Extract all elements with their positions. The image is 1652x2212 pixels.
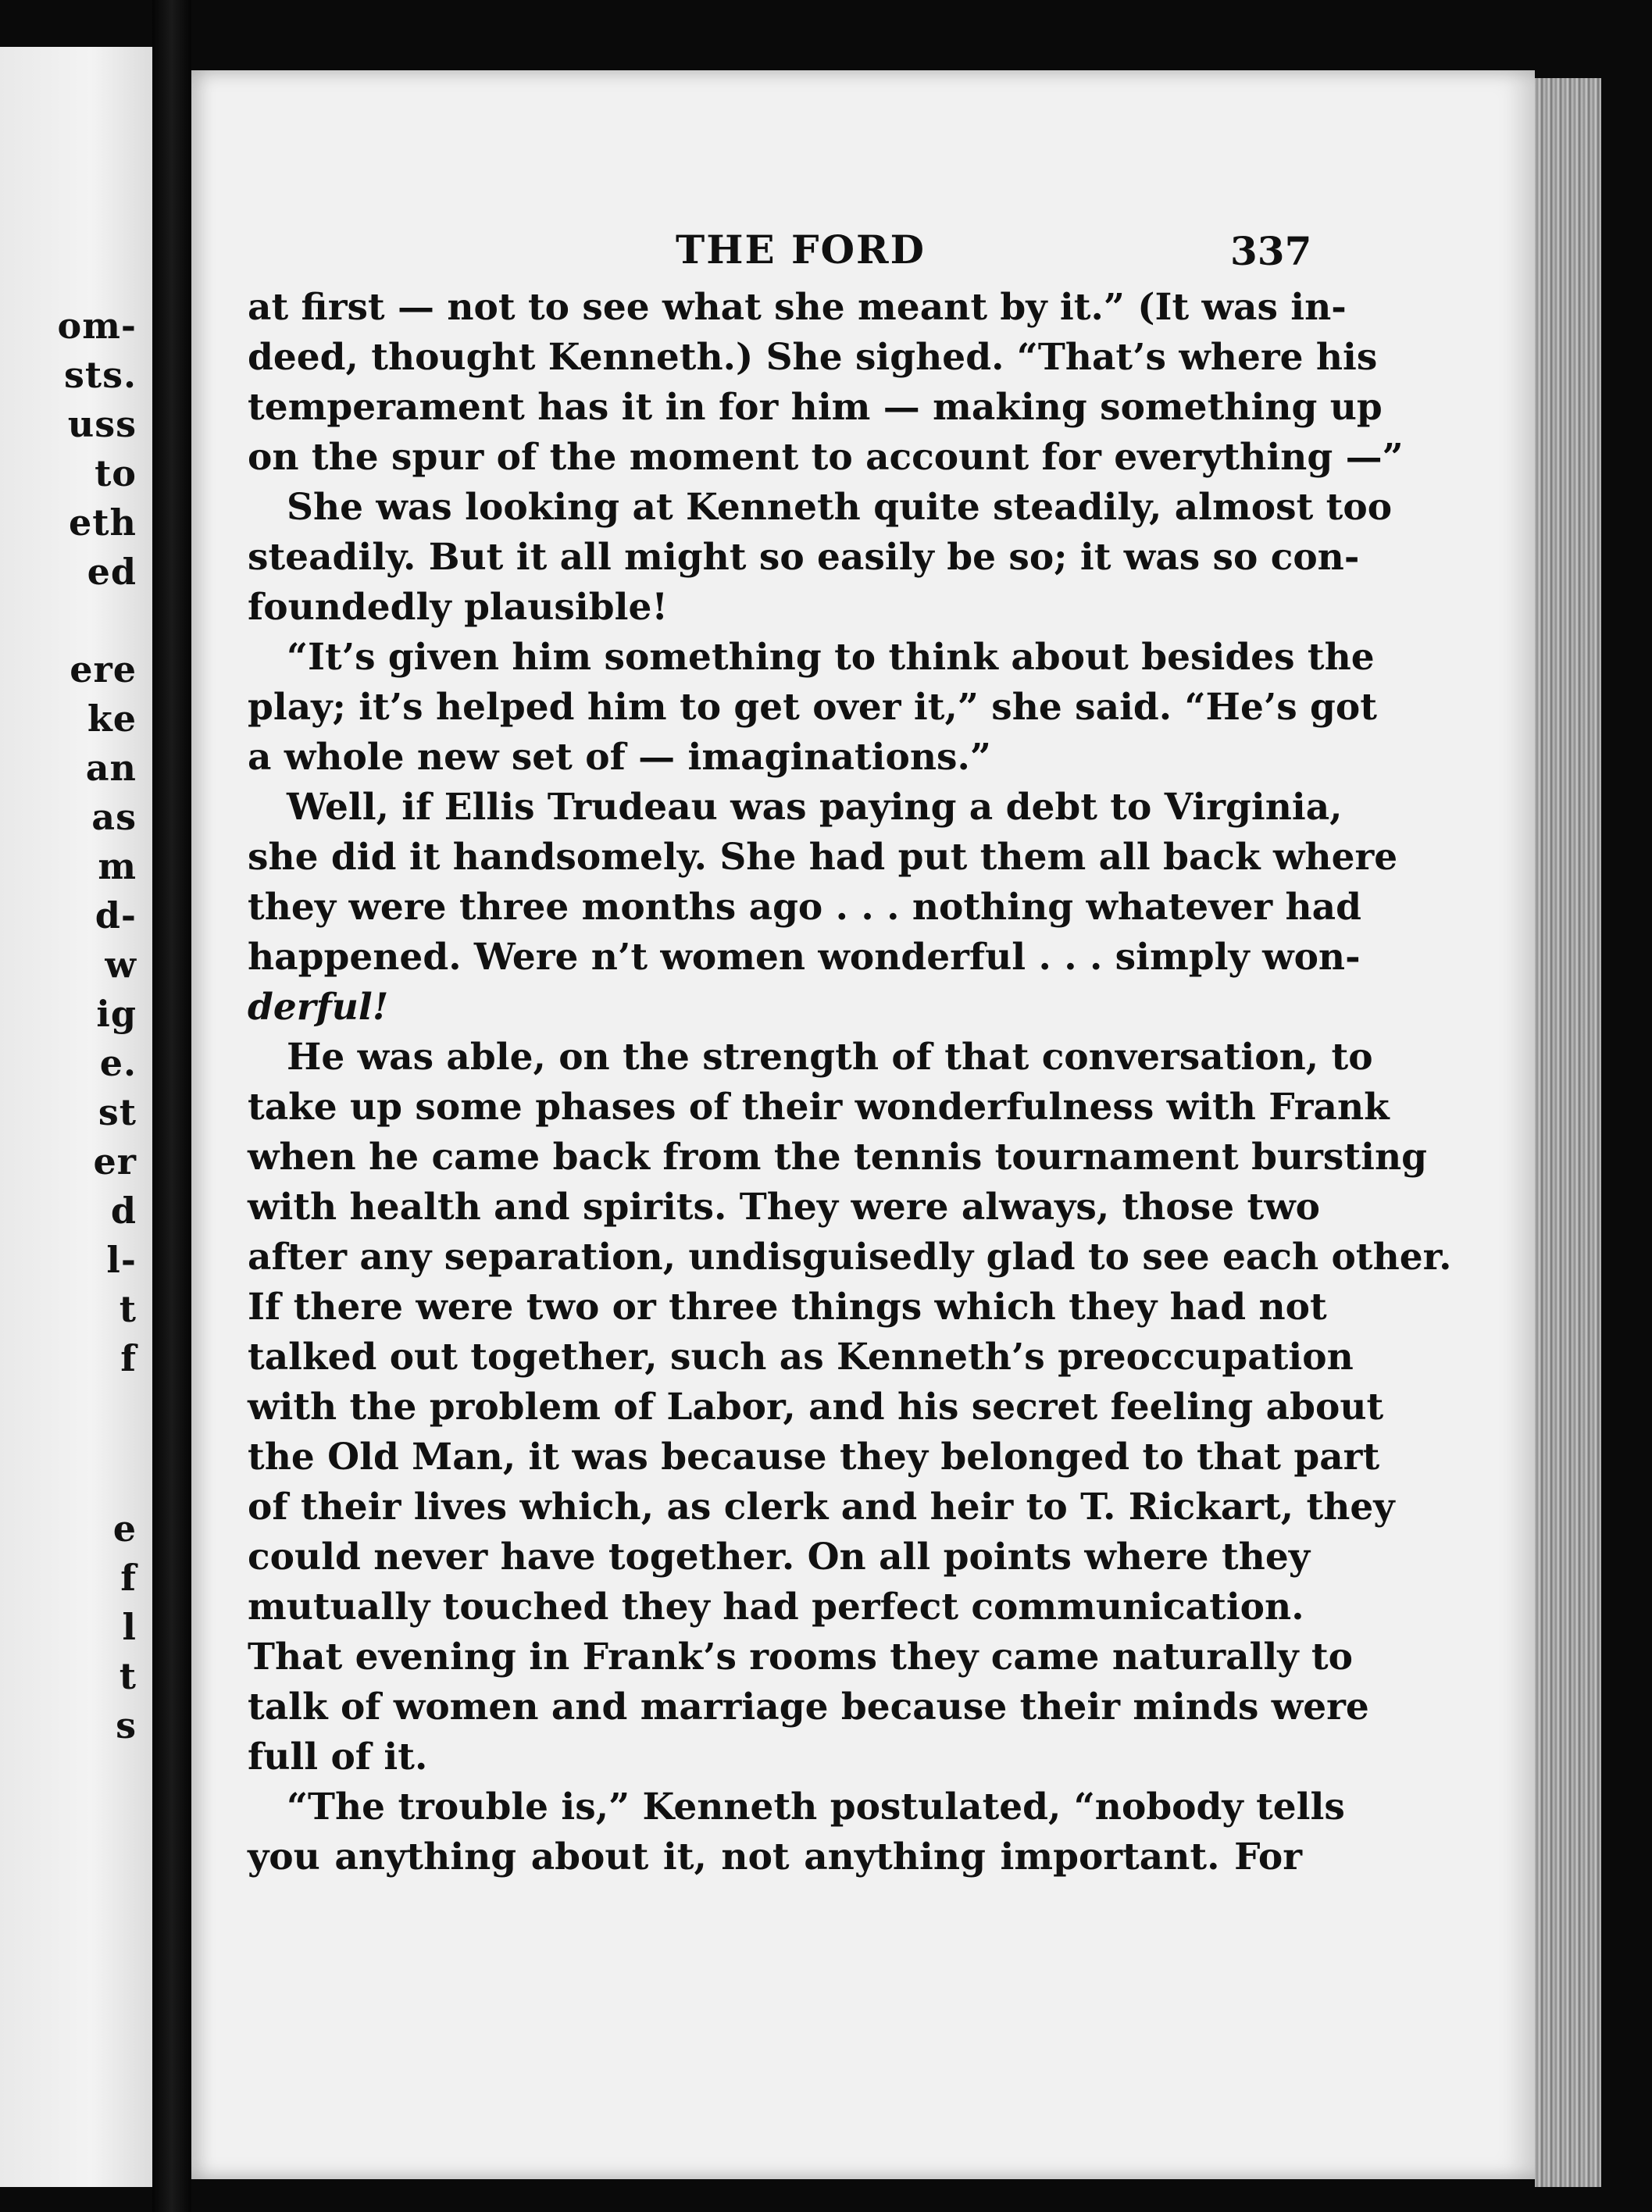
facing-page-fragment: l- <box>106 1239 137 1281</box>
text-line: with the problem of Labor, and his secret feeling about <box>248 1386 1384 1429</box>
text-line: a whole new set of — imaginations.” <box>248 736 991 779</box>
text-line: If there were two or three things which they had not <box>248 1286 1327 1329</box>
text-line: She was looking at Kenneth quite steadily, almost too <box>287 486 1393 529</box>
facing-page-fragment: st <box>98 1091 137 1133</box>
facing-page-fragment: f <box>120 1557 137 1599</box>
text-line: of their lives which, as clerk and heir to T. Rickart, they <box>248 1486 1395 1529</box>
text-line: at first — not to see what she meant by it.” (It was in- <box>248 286 1347 329</box>
facing-page-fragment: an <box>85 747 137 789</box>
text-line: full of it. <box>248 1736 428 1779</box>
facing-page-fragment: f <box>120 1337 137 1379</box>
text-line: deed, thought Kenneth.) She sighed. “That’s where his <box>248 336 1378 379</box>
running-title: THE FORD <box>676 227 926 273</box>
text-line: on the spur of the moment to account for everything —” <box>248 436 1404 479</box>
facing-page-fragment: ig <box>96 993 137 1035</box>
text-line: with health and spirits. They were always, those two <box>248 1186 1321 1229</box>
text-line: play; it’s helped him to get over it,” she said. “He’s got <box>248 686 1377 729</box>
facing-page-fragment: to <box>95 452 137 494</box>
text-line: she did it handsomely. She had put them all back where <box>248 836 1398 879</box>
facing-page-fragment: ed <box>87 551 137 593</box>
text-line: Well, if Ellis Trudeau was paying a debt to Virginia, <box>287 786 1343 829</box>
body-text <box>248 283 1452 1882</box>
facing-page-fragment: as <box>91 796 137 838</box>
facing-page-fragment: m <box>98 845 137 887</box>
facing-page <box>0 47 152 2187</box>
facing-page-fragment: w <box>105 944 137 986</box>
text-line: the Old Man, it was because they belonged to that part <box>248 1436 1380 1479</box>
facing-page-fragment: om- <box>57 305 137 347</box>
page-header <box>191 227 1535 281</box>
facing-page-fragment: ere <box>70 648 137 690</box>
book-page <box>191 70 1535 2179</box>
facing-page-fragment: eth <box>69 501 137 544</box>
facing-page-fragment: l <box>122 1606 137 1648</box>
text-line: happened. Were n’t women wonderful . . . simply won- <box>248 936 1361 979</box>
facing-page-fragment: e <box>112 1507 137 1550</box>
text-line: That evening in Frank’s rooms they came naturally to <box>248 1636 1353 1679</box>
page-edge-stack <box>1535 78 1601 2187</box>
text-line: “It’s given him something to think about besides the <box>287 636 1375 679</box>
facing-page-fragment: ke <box>87 697 137 740</box>
text-line: temperament has it in for him — making something up <box>248 386 1383 429</box>
page-number: 337 <box>1230 228 1312 274</box>
text-line: mutually touched they had perfect communication. <box>248 1586 1304 1629</box>
facing-page-fragment: t <box>119 1288 137 1330</box>
facing-page-fragment: d- <box>95 894 137 937</box>
text-line: after any separation, undisguisedly glad to see each other. <box>248 1236 1452 1279</box>
facing-page-fragment: er <box>93 1140 137 1183</box>
facing-page-fragment: d <box>110 1190 137 1232</box>
text-line: He was able, on the strength of that conversation, to <box>287 1036 1373 1079</box>
text-line: derful! <box>248 986 389 1029</box>
text-line: talk of women and marriage because their minds were <box>248 1686 1369 1729</box>
facing-page-fragment: s <box>116 1704 137 1746</box>
text-line: take up some phases of their wonderfulness with Frank <box>248 1086 1390 1129</box>
facing-page-fragment: uss <box>67 403 137 445</box>
text-line: you anything about it, not anything important. For <box>248 1836 1302 1878</box>
book-gutter <box>152 0 191 2212</box>
facing-page-fragment: t <box>119 1655 137 1697</box>
facing-page-fragment: e. <box>99 1042 137 1084</box>
text-line: “The trouble is,” Kenneth postulated, “nobody tells <box>287 1786 1345 1828</box>
text-line: steadily. But it all might so easily be so; it was so con- <box>248 536 1360 579</box>
text-line: talked out together, such as Kenneth’s preoccupation <box>248 1336 1354 1379</box>
text-line: they were three months ago . . . nothing whatever had <box>248 886 1361 929</box>
text-line: when he came back from the tennis tournament bursting <box>248 1136 1427 1179</box>
text-line: foundedly plausible! <box>248 586 668 629</box>
facing-page-fragment: sts. <box>63 354 137 396</box>
text-line: could never have together. On all points where they <box>248 1536 1311 1579</box>
